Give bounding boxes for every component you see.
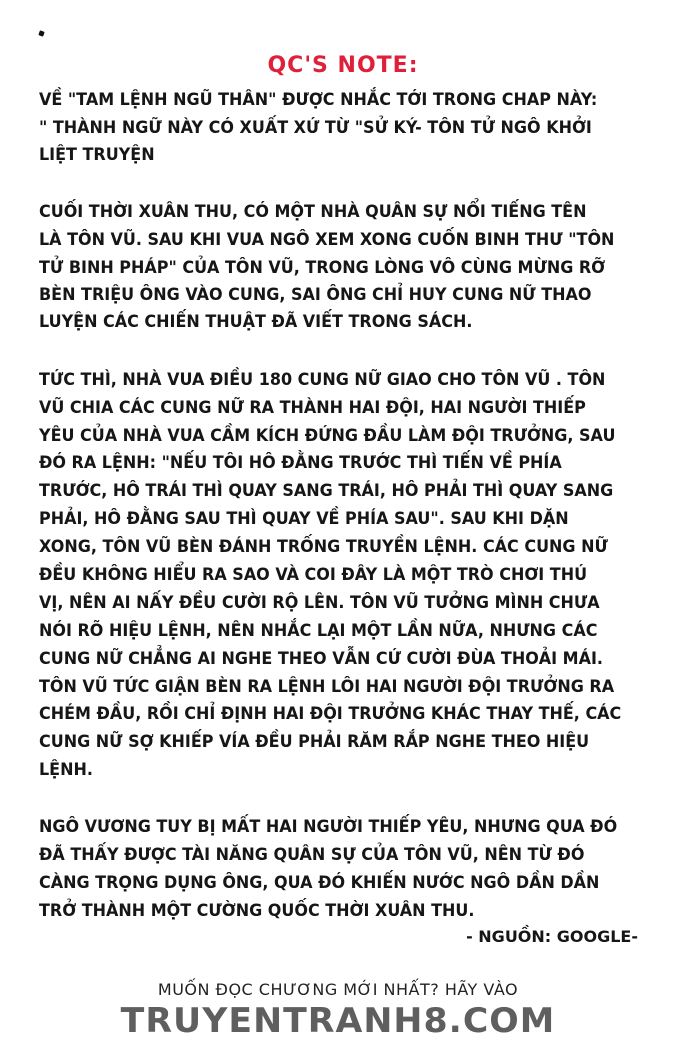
text-line: BÈN TRIỆU ÔNG VÀO CUNG, SAI ÔNG CHỈ HUY CUNG NỮ THAO [39, 285, 592, 305]
text-line: CUNG NỮ CHẲNG AI NGHE THEO VẪN CỨ CƯỜI ĐÙA THOẢI MÁI. [39, 649, 603, 669]
note-title: QC'S NOTE: [267, 53, 419, 78]
intro-line: LIỆT TRUYỆN [39, 145, 155, 165]
text-line: CUNG NỮ SỢ KHIẾP VÍA ĐỀU PHẢI RĂM RẮP NGHE THEO HIỆU [39, 732, 590, 752]
promo-text: MUỐN ĐỌC CHƯƠNG MỚI NHẤT? HÃY VÀO [157, 980, 519, 999]
text-line: VŨ CHIA CÁC CUNG NỮ RA THÀNH HAI ĐỘI, HAI NGƯỜI THIẾP [39, 398, 586, 418]
text-line: LỆNH. [39, 760, 93, 780]
text-line: TRƯỚC, HÔ TRÁI THÌ QUAY SANG TRÁI, HÔ PHẢI THÌ QUAY SANG [39, 481, 614, 501]
text-line: NGÔ VƯƠNG TUY BỊ MẤT HAI NGƯỜI THIẾP YÊU, NHƯNG QUA ĐÓ [39, 817, 618, 837]
text-line: NÓI RÕ HIỆU LỆNH, NÊN NHẮC LẠI MỘT LẦN NỮA, NHƯNG CÁC [39, 621, 598, 641]
text-line: VỊ, NÊN AI NẤY ĐỀU CƯỜI RỘ LÊN. TÔN VŨ TƯỞNG MÌNH CHƯA [39, 593, 600, 613]
text-line: CHÉM ĐẦU, RỒI CHỈ ĐỊNH HAI ĐỘI TRƯỞNG KHÁC THAY THẾ, CÁC [39, 704, 622, 724]
text-line: TÔN VŨ TỨC GIẬN BÈN RA LỆNH LÔI HAI NGƯỜI ĐỘI TRƯỞNG RA [39, 677, 615, 697]
intro-line: VỀ "TAM LỆNH NGŨ THÂN" ĐƯỢC NHẮC TỚI TRONG CHAP NÀY: [39, 90, 598, 110]
text-line: TỨC THÌ, NHÀ VUA ĐIỀU 180 CUNG NỮ GIAO CHO TÔN VŨ . TÔN [39, 370, 606, 390]
text-line: CÀNG TRỌNG DỤNG ÔNG, QUA ĐÓ KHIẾN NƯỚC NGÔ DẦN DẦN [39, 873, 600, 893]
text-line: CUỐI THỜI XUÂN THU, CÓ MỘT NHÀ QUÂN SỰ NỔI TIẾNG TÊN [39, 202, 587, 222]
text-line: LUYỆN CÁC CHIẾN THUẬT ĐÃ VIẾT TRONG SÁCH. [39, 312, 473, 332]
source-credit: - NGUỒN: GOOGLE- [466, 927, 638, 946]
text-line: ĐỀU KHÔNG HIỂU RA SAO VÀ COI ĐÂY LÀ MỘT TRÒ CHƠI THÚ [39, 565, 588, 585]
text-line: PHẢI, HÔ ĐẰNG SAU THÌ QUAY VỀ PHÍA SAU". SAU KHI DẶN [39, 509, 569, 529]
text-line: YÊU CỦA NHÀ VUA CẦM KÍCH ĐỨNG ĐẦU LÀM ĐỘI TRƯỞNG, SAU [39, 426, 616, 446]
promo-site-link[interactable]: TRUYENTRANH8.COM [120, 1001, 556, 1041]
text-line: TỬ BINH PHÁP" CỦA TÔN VŨ, TRONG LÒNG VÔ CÙNG MỪNG RỠ [39, 258, 606, 278]
dot-mark [38, 30, 44, 36]
text-line: XONG, TÔN VŨ BÈN ĐÁNH TRỐNG TRUYỀN LỆNH. CÁC CUNG NỮ [39, 537, 608, 557]
text-line: ĐÃ THẤY ĐƯỢC TÀI NĂNG QUÂN SỰ CỦA TÔN VŨ, NÊN TỪ ĐÓ [39, 845, 585, 865]
text-line: ĐÓ RA LỆNH: "NẾU TÔI HÔ ĐẰNG TRƯỚC THÌ TIẾN VỀ PHÍA [39, 453, 562, 473]
text-line: TRỞ THÀNH MỘT CƯỜNG QUỐC THỜI XUÂN THU. [39, 901, 475, 921]
intro-line: " THÀNH NGỮ NÀY CÓ XUẤT XỨ TỪ "SỬ KÝ- TÔN TỬ NGÔ KHỞI [39, 118, 592, 138]
text-line: LÀ TÔN VŨ. SAU KHI VUA NGÔ XEM XONG CUỐN BINH THƯ "TÔN [39, 230, 615, 250]
